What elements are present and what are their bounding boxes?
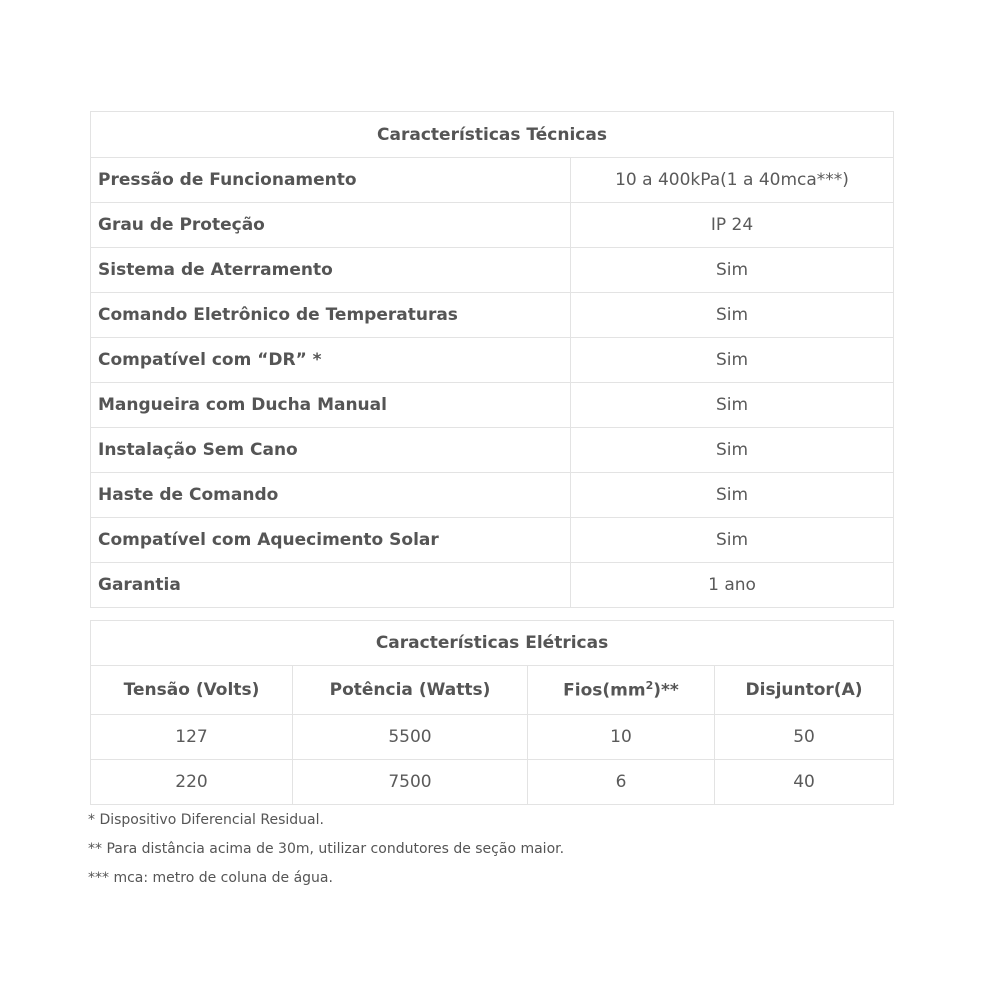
table-row <box>91 518 894 563</box>
column-header-voltage: Tensão (Volts) <box>91 666 293 715</box>
spec-value: Sim <box>571 518 894 563</box>
table-header-row <box>91 621 894 666</box>
spec-value: Sim <box>571 428 894 473</box>
spec-label: Comando Eletrônico de Temperaturas <box>91 293 571 338</box>
spec-label: Sistema de Aterramento <box>91 248 571 293</box>
spec-value: Sim <box>571 248 894 293</box>
table-row <box>91 203 894 248</box>
table-row <box>91 760 894 805</box>
table-row <box>91 473 894 518</box>
spec-label: Haste de Comando <box>91 473 571 518</box>
table-row <box>91 428 894 473</box>
footnote-wires: ** Para distância acima de 30m, utilizar condutores de seção maior. <box>88 841 565 857</box>
column-header-row <box>91 666 894 715</box>
wires-header-prefix: Fios(mm <box>563 680 646 701</box>
column-header-wires <box>528 666 715 715</box>
electrical-specs-table <box>90 620 894 805</box>
spec-label: Grau de Proteção <box>91 203 571 248</box>
wires-cell: 6 <box>528 760 715 805</box>
spec-value: Sim <box>571 338 894 383</box>
table-row <box>91 715 894 760</box>
wires-cell: 10 <box>528 715 715 760</box>
table-row <box>91 248 894 293</box>
spec-value: IP 24 <box>571 203 894 248</box>
table-row <box>91 158 894 203</box>
spec-value: 10 a 400kPa(1 a 40mca***) <box>571 158 894 203</box>
footnote-dr: * Dispositivo Diferencial Residual. <box>88 812 324 828</box>
spec-value: 1 ano <box>571 563 894 608</box>
voltage-cell: 220 <box>91 760 293 805</box>
breaker-cell: 40 <box>715 760 894 805</box>
table-row <box>91 383 894 428</box>
spec-label: Compatível com Aquecimento Solar <box>91 518 571 563</box>
footnotes <box>88 806 564 893</box>
spec-label: Instalação Sem Cano <box>91 428 571 473</box>
technical-specs-table <box>90 111 894 608</box>
spec-value: Sim <box>571 293 894 338</box>
spec-value: Sim <box>571 473 894 518</box>
spec-label: Pressão de Funcionamento <box>91 158 571 203</box>
breaker-cell: 50 <box>715 715 894 760</box>
table-header-row <box>91 112 894 158</box>
spec-label: Mangueira com Ducha Manual <box>91 383 571 428</box>
spec-label: Garantia <box>91 563 571 608</box>
power-cell: 5500 <box>293 715 528 760</box>
spec-value: Sim <box>571 383 894 428</box>
footnote-mca: *** mca: metro de coluna de água. <box>88 870 333 886</box>
spec-label: Compatível com “DR” * <box>91 338 571 383</box>
voltage-cell: 127 <box>91 715 293 760</box>
technical-specs-title: Características Técnicas <box>91 112 894 158</box>
table-row <box>91 338 894 383</box>
table-row <box>91 563 894 608</box>
column-header-breaker: Disjuntor(A) <box>715 666 894 715</box>
column-header-power: Potência (Watts) <box>293 666 528 715</box>
wires-header-suffix: )** <box>653 680 679 701</box>
table-row <box>91 293 894 338</box>
electrical-specs-title: Características Elétricas <box>91 621 894 666</box>
power-cell: 7500 <box>293 760 528 805</box>
wires-header-superscript: 2 <box>645 679 654 693</box>
